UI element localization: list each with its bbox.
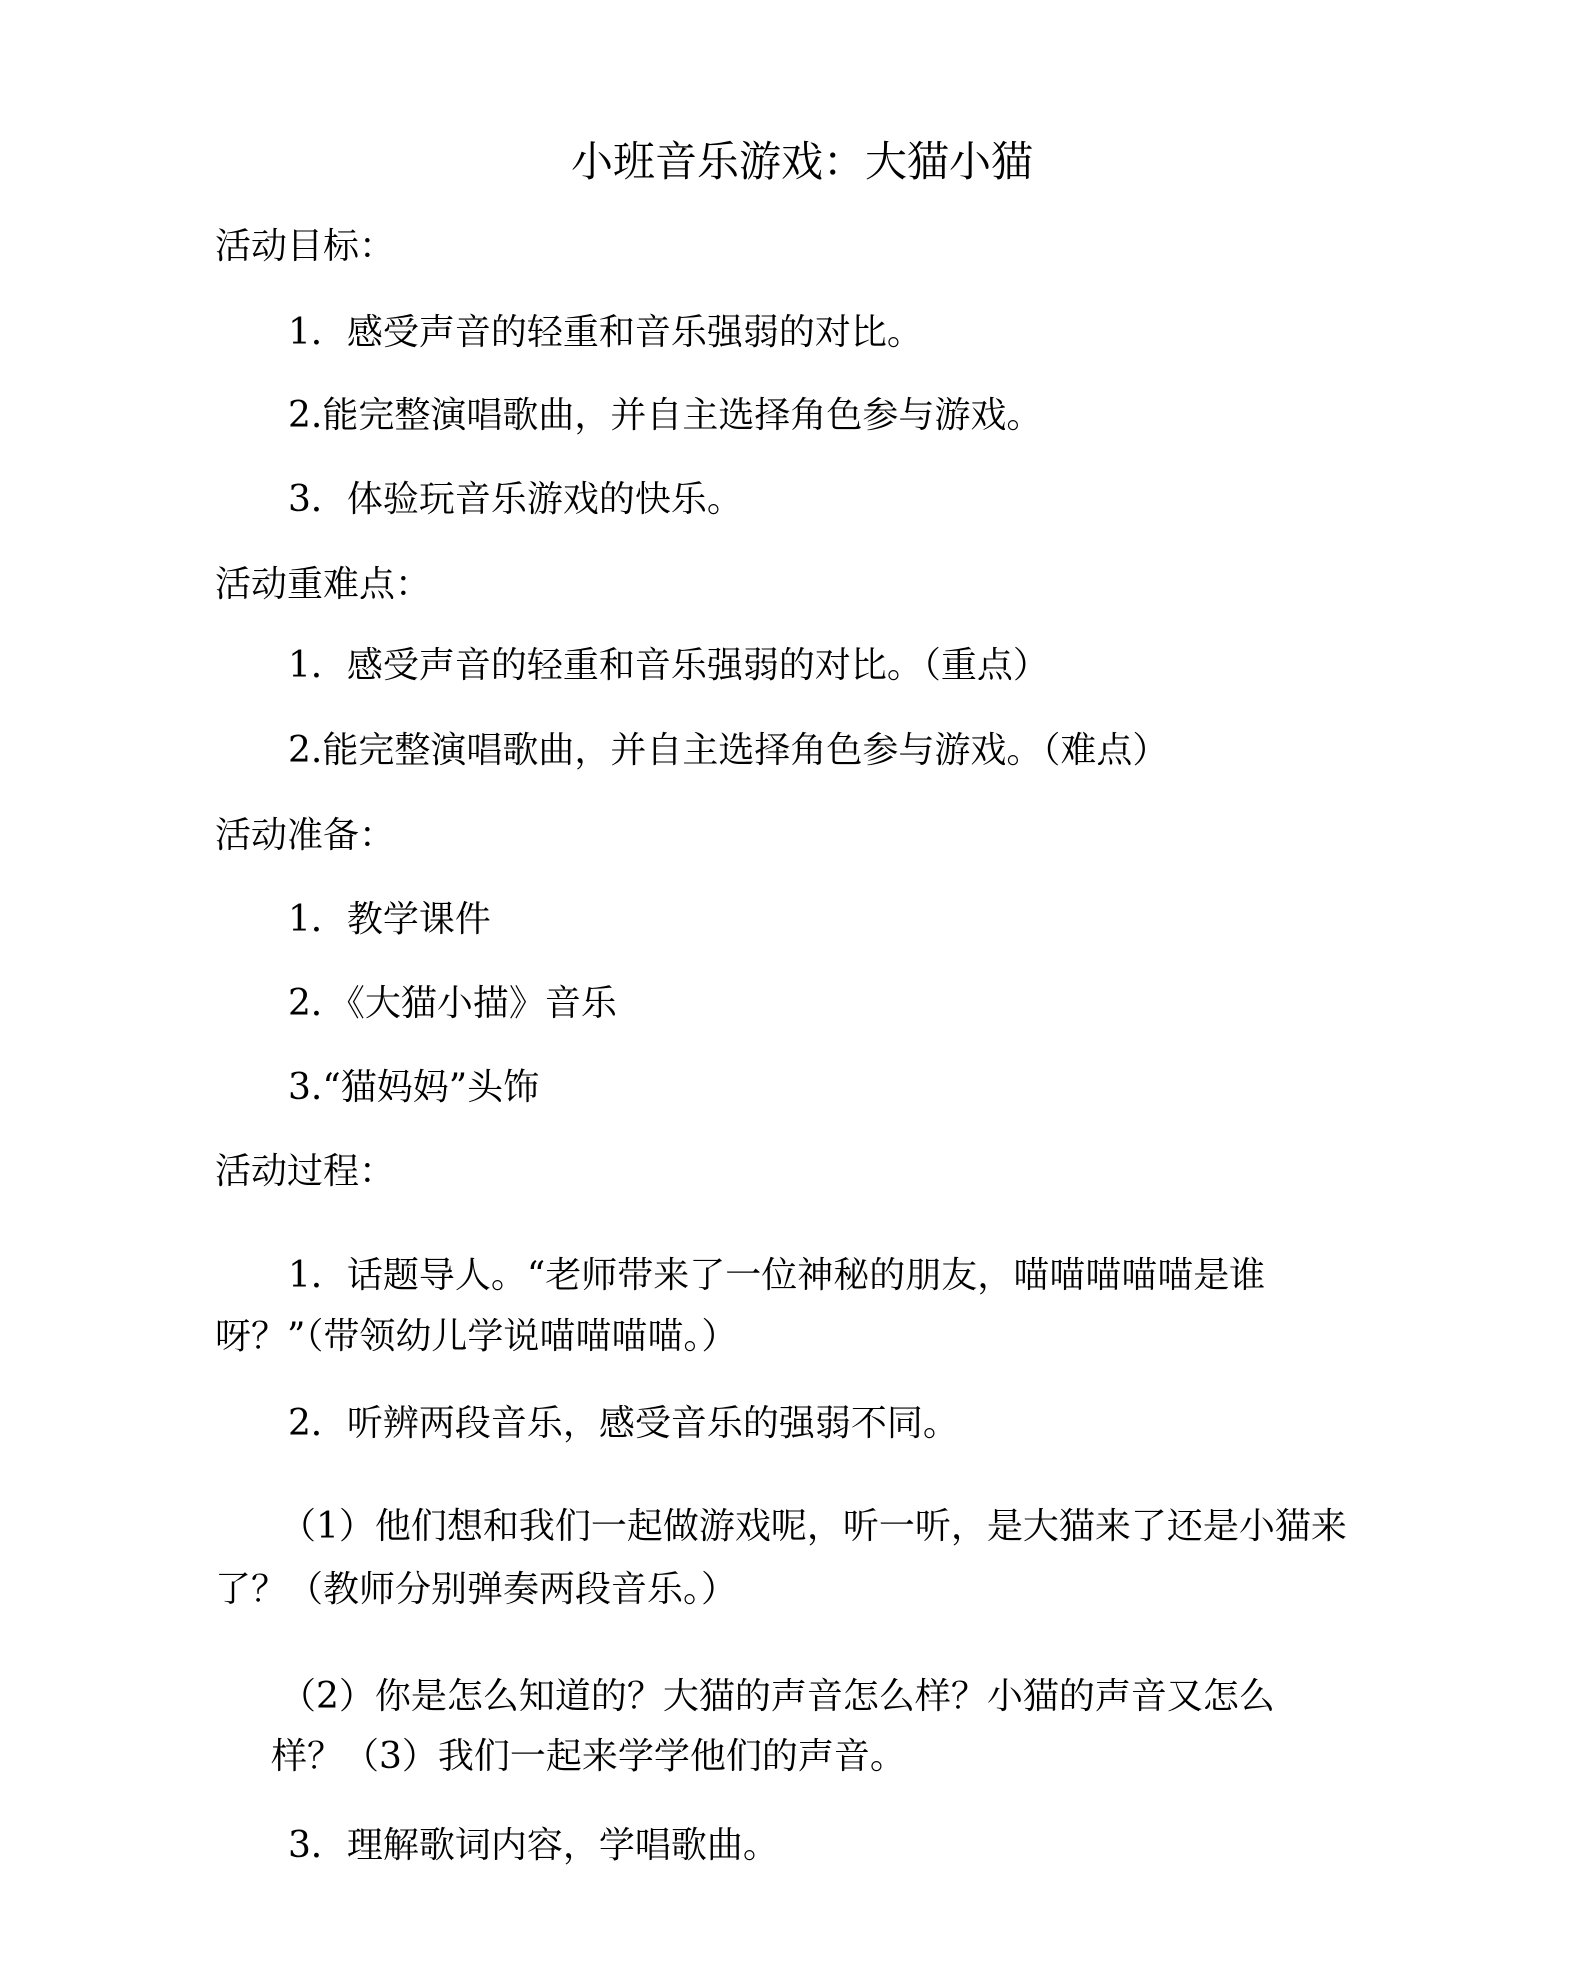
page-title: 小班音乐游戏：大猫小猫 xyxy=(570,137,1033,186)
list-item: 3.“猫妈妈”头饰 xyxy=(288,1067,540,1108)
paragraph-line: 了？（教师分别弹奏两段音乐。） xyxy=(215,1569,738,1610)
paragraph-line: 1．话题导人。“老师带来了一位神秘的朋友，喵喵喵喵喵是谁 xyxy=(288,1255,1266,1296)
section-heading-keypoints: 活动重难点： xyxy=(215,564,432,605)
paragraph-line: 样？（3）我们一起来学学他们的声音。 xyxy=(271,1736,906,1777)
paragraph-line: （2）你是怎么知道的？大猫的声音怎么样？小猫的声音又怎么 xyxy=(280,1676,1275,1717)
list-item: 2.能完整演唱歌曲，并自主选择角色参与游戏。 xyxy=(288,395,1043,436)
paragraph-line: 3．理解歌词内容，学唱歌曲。 xyxy=(288,1825,779,1866)
section-heading-process: 活动过程： xyxy=(215,1151,396,1192)
paragraph-line: （1）他们想和我们一起做游戏呢，听一听，是大猫来了还是小猫来 xyxy=(280,1506,1347,1547)
section-heading-prep: 活动准备： xyxy=(215,815,396,856)
list-item: 1．教学课件 xyxy=(288,899,491,940)
list-item: 2．《大猫小描》音乐 xyxy=(288,983,617,1024)
list-item: 3．体验玩音乐游戏的快乐。 xyxy=(288,479,743,520)
list-item: 1．感受声音的轻重和音乐强弱的对比。 xyxy=(288,312,923,353)
list-item: 1．感受声音的轻重和音乐强弱的对比。（重点） xyxy=(288,645,1049,686)
section-heading-goals: 活动目标： xyxy=(215,226,396,267)
list-item: 2.能完整演唱歌曲，并自主选择角色参与游戏。（难点） xyxy=(288,730,1169,771)
paragraph-line: 呀？”（带领幼儿学说喵喵喵喵。） xyxy=(215,1316,738,1357)
paragraph-line: 2．听辨两段音乐，感受音乐的强弱不同。 xyxy=(288,1403,959,1444)
